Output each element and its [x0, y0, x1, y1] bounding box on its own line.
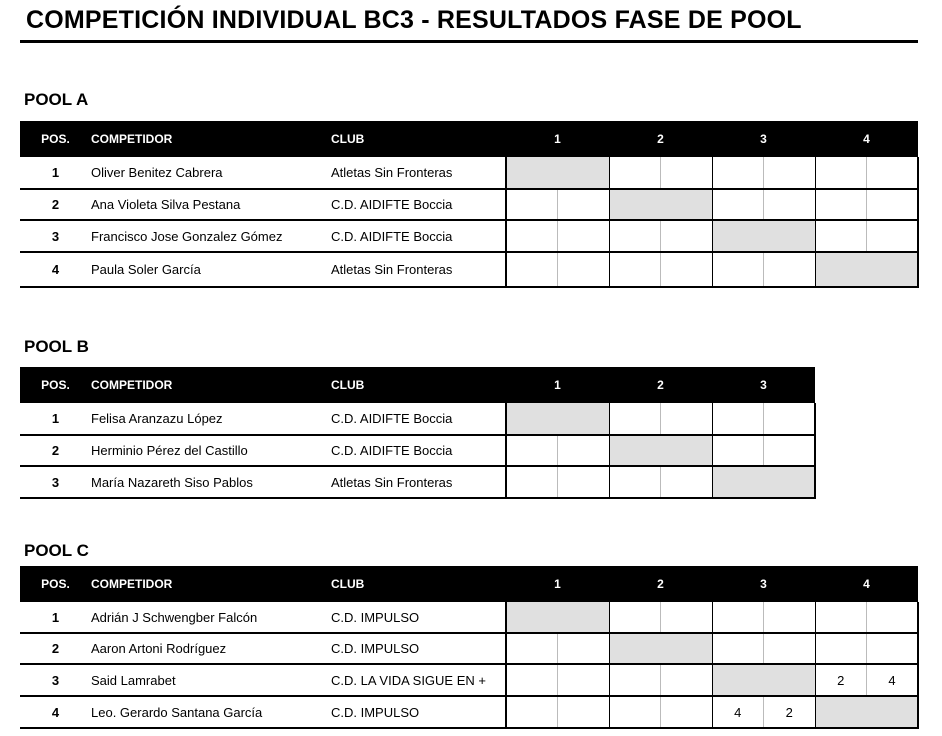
- score-cell: 2: [764, 696, 816, 728]
- score-cell: [712, 252, 764, 287]
- score-cell: [867, 189, 919, 220]
- club-name: Atletas Sin Fronteras: [331, 157, 506, 189]
- disabled-score-cell: [609, 435, 661, 466]
- disabled-score-cell: [815, 252, 867, 287]
- table-row: [20, 220, 918, 252]
- score-cell: [712, 602, 764, 633]
- competitor-name: Ana Violeta Silva Pestana: [91, 189, 331, 220]
- score-cell: [506, 252, 558, 287]
- pool-b-table: [20, 367, 816, 499]
- disabled-score-cell: [867, 696, 919, 728]
- disabled-score-cell: [867, 252, 919, 287]
- score-cell: [815, 189, 867, 220]
- score-cell: [609, 602, 661, 633]
- table-row: [20, 466, 815, 498]
- score-cell: [764, 252, 816, 287]
- col-header-pos: POS.: [20, 367, 91, 403]
- table-row: [20, 435, 815, 466]
- score-cell: [764, 403, 816, 435]
- score-cell: [867, 157, 919, 189]
- score-cell: [764, 435, 816, 466]
- col-header-club: CLUB: [331, 367, 506, 403]
- score-cell: [661, 466, 713, 498]
- competitor-name: Leo. Gerardo Santana García: [91, 696, 331, 728]
- competitor-name: Said Lamrabet: [91, 664, 331, 696]
- disabled-score-cell: [661, 189, 713, 220]
- col-header-match-1: 1: [506, 566, 609, 602]
- club-name: C.D. AIDIFTE Boccia: [331, 435, 506, 466]
- disabled-score-cell: [558, 403, 610, 435]
- col-header-match-2: 2: [609, 566, 712, 602]
- score-cell: [558, 220, 610, 252]
- score-cell: [558, 696, 610, 728]
- competitor-name: Aaron Artoni Rodríguez: [91, 633, 331, 664]
- col-header-match-2: 2: [609, 121, 712, 157]
- disabled-score-cell: [609, 189, 661, 220]
- score-cell: [609, 403, 661, 435]
- header-row: [20, 121, 918, 157]
- position-cell: 4: [20, 252, 91, 287]
- score-cell: [558, 633, 610, 664]
- position-cell: 1: [20, 403, 91, 435]
- position-cell: 1: [20, 602, 91, 633]
- score-cell: [867, 220, 919, 252]
- score-cell: [558, 189, 610, 220]
- score-cell: 4: [867, 664, 919, 696]
- score-cell: [506, 664, 558, 696]
- col-header-pos: POS.: [20, 121, 91, 157]
- col-header-match-2: 2: [609, 367, 712, 403]
- position-cell: 4: [20, 696, 91, 728]
- page-title: COMPETICIÓN INDIVIDUAL BC3 - RESULTADOS FASE DE POOL: [26, 6, 802, 34]
- score-cell: [815, 157, 867, 189]
- pool-c-title: POOL C: [24, 541, 89, 560]
- disabled-score-cell: [506, 403, 558, 435]
- col-header-match-1: 1: [506, 121, 609, 157]
- disabled-score-cell: [661, 633, 713, 664]
- score-cell: 2: [815, 664, 867, 696]
- score-cell: [661, 252, 713, 287]
- disabled-score-cell: [506, 602, 558, 633]
- score-cell: [506, 220, 558, 252]
- disabled-score-cell: [764, 664, 816, 696]
- score-cell: [558, 664, 610, 696]
- position-cell: 2: [20, 435, 91, 466]
- competitor-name: Felisa Aranzazu López: [91, 403, 331, 435]
- table-row: [20, 664, 918, 696]
- title-underline: [20, 40, 918, 43]
- score-cell: [506, 189, 558, 220]
- club-name: Atletas Sin Fronteras: [331, 466, 506, 498]
- disabled-score-cell: [764, 466, 816, 498]
- position-cell: 2: [20, 633, 91, 664]
- pool-c-table: [20, 566, 919, 729]
- col-header-pos: POS.: [20, 566, 91, 602]
- col-header-club: CLUB: [331, 566, 506, 602]
- score-cell: [506, 633, 558, 664]
- score-cell: [661, 664, 713, 696]
- score-cell: [661, 696, 713, 728]
- score-cell: [609, 252, 661, 287]
- disabled-score-cell: [815, 696, 867, 728]
- club-name: Atletas Sin Fronteras: [331, 252, 506, 287]
- table-row: [20, 696, 918, 728]
- score-cell: [764, 189, 816, 220]
- table-row: [20, 252, 918, 287]
- score-cell: [712, 633, 764, 664]
- club-name: C.D. IMPULSO: [331, 696, 506, 728]
- score-cell: [558, 252, 610, 287]
- competitor-name: Herminio Pérez del Castillo: [91, 435, 331, 466]
- competitor-name: Oliver Benitez Cabrera: [91, 157, 331, 189]
- col-header-match-1: 1: [506, 367, 609, 403]
- score-cell: [558, 435, 610, 466]
- club-name: C.D. AIDIFTE Boccia: [331, 403, 506, 435]
- score-cell: [609, 466, 661, 498]
- disabled-score-cell: [558, 157, 610, 189]
- table-row: [20, 602, 918, 633]
- score-cell: [609, 220, 661, 252]
- score-cell: [609, 157, 661, 189]
- score-cell: [764, 602, 816, 633]
- pool-a-title: POOL A: [24, 90, 89, 109]
- disabled-score-cell: [661, 435, 713, 466]
- club-name: C.D. IMPULSO: [331, 633, 506, 664]
- col-header-competitor: COMPETIDOR: [91, 566, 331, 602]
- col-header-competitor: COMPETIDOR: [91, 367, 331, 403]
- score-cell: [661, 157, 713, 189]
- header-row: [20, 367, 815, 403]
- score-cell: [661, 220, 713, 252]
- score-cell: [712, 435, 764, 466]
- competitor-name: Francisco Jose Gonzalez Gómez: [91, 220, 331, 252]
- disabled-score-cell: [712, 466, 764, 498]
- position-cell: 1: [20, 157, 91, 189]
- score-cell: [764, 633, 816, 664]
- score-cell: [815, 602, 867, 633]
- col-header-club: CLUB: [331, 121, 506, 157]
- table-row: [20, 633, 918, 664]
- position-cell: 3: [20, 466, 91, 498]
- score-cell: [609, 664, 661, 696]
- score-cell: [764, 157, 816, 189]
- score-cell: [558, 466, 610, 498]
- score-cell: [609, 696, 661, 728]
- score-cell: [506, 435, 558, 466]
- score-cell: [661, 602, 713, 633]
- table-row: [20, 157, 918, 189]
- club-name: C.D. AIDIFTE Boccia: [331, 189, 506, 220]
- score-cell: [867, 633, 919, 664]
- score-cell: 4: [712, 696, 764, 728]
- competitor-name: Adrián J Schwengber Falcón: [91, 602, 331, 633]
- club-name: C.D. AIDIFTE Boccia: [331, 220, 506, 252]
- col-header-match-3: 3: [712, 121, 815, 157]
- table-row: [20, 189, 918, 220]
- table-row: [20, 403, 815, 435]
- competitor-name: María Nazareth Siso Pablos: [91, 466, 331, 498]
- disabled-score-cell: [609, 633, 661, 664]
- pool-b-title: POOL B: [24, 337, 89, 356]
- col-header-competitor: COMPETIDOR: [91, 121, 331, 157]
- col-header-match-3: 3: [712, 566, 815, 602]
- disabled-score-cell: [712, 220, 764, 252]
- score-cell: [661, 403, 713, 435]
- disabled-score-cell: [764, 220, 816, 252]
- competitor-name: Paula Soler García: [91, 252, 331, 287]
- score-cell: [506, 466, 558, 498]
- club-name: C.D. IMPULSO: [331, 602, 506, 633]
- col-header-match-4: 4: [815, 121, 918, 157]
- header-row: [20, 566, 918, 602]
- position-cell: 2: [20, 189, 91, 220]
- pool-a-table: [20, 121, 919, 288]
- score-cell: [867, 602, 919, 633]
- position-cell: 3: [20, 220, 91, 252]
- disabled-score-cell: [712, 664, 764, 696]
- score-cell: [712, 189, 764, 220]
- col-header-match-4: 4: [815, 566, 918, 602]
- score-cell: [815, 633, 867, 664]
- club-name: C.D. LA VIDA SIGUE EN +: [331, 664, 506, 696]
- disabled-score-cell: [558, 602, 610, 633]
- disabled-score-cell: [506, 157, 558, 189]
- score-cell: [712, 157, 764, 189]
- position-cell: 3: [20, 664, 91, 696]
- col-header-match-3: 3: [712, 367, 815, 403]
- score-cell: [712, 403, 764, 435]
- score-cell: [506, 696, 558, 728]
- score-cell: [815, 220, 867, 252]
